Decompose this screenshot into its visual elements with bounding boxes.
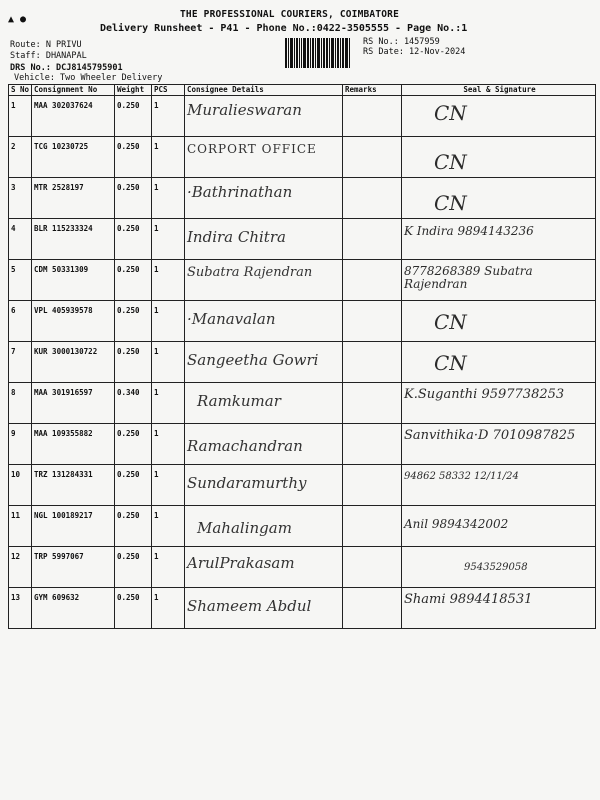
cell-weight: 0.250	[115, 219, 152, 260]
table-row	[9, 137, 596, 178]
cell-weight: 0.250	[115, 342, 152, 383]
cell-sno: 6	[9, 301, 32, 342]
cell-signature	[402, 383, 596, 424]
cell-signature	[402, 96, 596, 137]
cell-remarks	[343, 219, 402, 260]
cell-sno: 1	[9, 96, 32, 137]
signature-handwriting: Anil 9894342002	[404, 517, 509, 531]
consignee-handwriting: Indira Chitra	[187, 228, 286, 246]
cell-remarks	[343, 342, 402, 383]
rs-date: RS Date: 12-Nov-2024	[363, 47, 466, 57]
cell-pcs: 1	[152, 96, 185, 137]
cell-signature	[402, 342, 596, 383]
cell-consignee	[185, 424, 343, 465]
cell-consignment: MAA 109355882	[32, 424, 115, 465]
cell-signature	[402, 137, 596, 178]
signature-handwriting: CN	[434, 150, 467, 174]
cell-signature	[402, 506, 596, 547]
cell-remarks	[343, 383, 402, 424]
cell-consignment: MAA 302037624	[32, 96, 115, 137]
cell-weight: 0.250	[115, 465, 152, 506]
cell-remarks	[343, 178, 402, 219]
cell-signature	[402, 219, 596, 260]
cell-consignment: MTR 2528197	[32, 178, 115, 219]
cell-consignee	[185, 342, 343, 383]
cell-signature	[402, 301, 596, 342]
cell-consignment: GYM 609632	[32, 588, 115, 629]
cell-consignee	[185, 506, 343, 547]
table-row	[9, 465, 596, 506]
table-row	[9, 219, 596, 260]
cell-weight: 0.340	[115, 383, 152, 424]
cell-pcs: 1	[152, 588, 185, 629]
consignee-handwriting: ·Manavalan	[187, 310, 276, 328]
cell-consignee	[185, 547, 343, 588]
cell-consignee	[185, 137, 343, 178]
consignee-handwriting: ·Bathrinathan	[187, 183, 293, 201]
company-title: THE PROFESSIONAL COURIERS, COIMBATORE	[180, 9, 400, 20]
table-row	[9, 588, 596, 629]
signature-handwriting: 94862 58332 12/11/24	[404, 471, 519, 482]
cell-consignment: VPL 405939578	[32, 301, 115, 342]
table-row	[9, 342, 596, 383]
cell-pcs: 1	[152, 137, 185, 178]
cell-weight: 0.250	[115, 96, 152, 137]
cell-consignee	[185, 260, 343, 301]
cell-weight: 0.250	[115, 260, 152, 301]
cell-weight: 0.250	[115, 137, 152, 178]
barcode-image	[285, 38, 357, 68]
consignee-handwriting: CORPORT OFFICE	[187, 142, 317, 156]
table-row	[9, 424, 596, 465]
table-row	[9, 547, 596, 588]
cell-sno: 5	[9, 260, 32, 301]
cell-remarks	[343, 424, 402, 465]
header-consignment: Consignment No	[32, 85, 115, 96]
table-row	[9, 260, 596, 301]
cell-remarks	[343, 588, 402, 629]
cell-remarks	[343, 465, 402, 506]
cell-sno: 11	[9, 506, 32, 547]
header-weight: Weight	[115, 85, 152, 96]
cell-pcs: 1	[152, 219, 185, 260]
signature-handwriting: CN	[434, 101, 467, 125]
signature-handwriting: K.Suganthi 9597738253	[404, 387, 565, 402]
cell-remarks	[343, 301, 402, 342]
cell-signature	[402, 260, 596, 301]
cell-pcs: 1	[152, 342, 185, 383]
signature-handwriting: CN	[434, 310, 467, 334]
cell-pcs: 1	[152, 383, 185, 424]
header-pcs: PCS	[152, 85, 185, 96]
cell-consignee	[185, 465, 343, 506]
signature-handwriting: Sanvithika·D 7010987825	[404, 428, 576, 443]
consignee-handwriting: ArulPrakasam	[187, 554, 295, 572]
cell-sno: 4	[9, 219, 32, 260]
cell-pcs: 1	[152, 260, 185, 301]
cell-sno: 10	[9, 465, 32, 506]
cell-remarks	[343, 96, 402, 137]
vehicle-label: Vehicle: Two Wheeler Delivery	[14, 73, 163, 83]
signature-handwriting: 9543529058	[464, 562, 528, 573]
cell-consignee	[185, 301, 343, 342]
cell-signature	[402, 424, 596, 465]
cell-weight: 0.250	[115, 547, 152, 588]
header-remarks: Remarks	[343, 85, 402, 96]
cell-consignee	[185, 96, 343, 137]
table-row	[9, 506, 596, 547]
header-consignee: Consignee Details	[185, 85, 343, 96]
cell-signature	[402, 547, 596, 588]
consignee-handwriting: Sangeetha Gowri	[187, 351, 319, 369]
signature-handwriting: K Indira 9894143236	[404, 224, 534, 238]
cell-consignment: NGL 100189217	[32, 506, 115, 547]
signature-handwriting: CN	[434, 191, 467, 215]
cell-consignment: BLR 115233324	[32, 219, 115, 260]
cell-remarks	[343, 137, 402, 178]
rs-number: RS No.: 1457959	[363, 37, 440, 47]
cell-signature	[402, 178, 596, 219]
table-row	[9, 96, 596, 137]
cell-weight: 0.250	[115, 506, 152, 547]
table-row	[9, 383, 596, 424]
cell-pcs: 1	[152, 424, 185, 465]
cell-consignment: TRP 5997067	[32, 547, 115, 588]
staff-label: Staff: DHANAPAL	[10, 51, 87, 61]
drs-number: DRS No.: DCJ8145795901	[10, 63, 123, 73]
cell-pcs: 1	[152, 178, 185, 219]
cell-consignee	[185, 219, 343, 260]
cell-sno: 13	[9, 588, 32, 629]
cell-sno: 2	[9, 137, 32, 178]
consignee-handwriting: Mahalingam	[197, 519, 292, 537]
cell-consignment: CDM 50331309	[32, 260, 115, 301]
cell-pcs: 1	[152, 301, 185, 342]
cell-pcs: 1	[152, 547, 185, 588]
cell-signature	[402, 465, 596, 506]
delivery-table	[8, 84, 596, 629]
cell-weight: 0.250	[115, 424, 152, 465]
header-sno: S No	[9, 85, 32, 96]
signature-handwriting: Shami 9894418531	[404, 592, 533, 607]
cell-remarks	[343, 547, 402, 588]
cell-consignment: TCG 10230725	[32, 137, 115, 178]
consignee-handwriting: Ramachandran	[187, 437, 303, 455]
table-header-row	[9, 85, 596, 96]
cell-consignee	[185, 383, 343, 424]
cell-consignment: TRZ 131284331	[32, 465, 115, 506]
consignee-handwriting: Sundaramurthy	[187, 474, 307, 492]
cell-signature	[402, 588, 596, 629]
table-row	[9, 301, 596, 342]
consignee-handwriting: Subatra Rajendran	[187, 265, 313, 280]
consignee-handwriting: Ramkumar	[197, 392, 281, 410]
cell-sno: 8	[9, 383, 32, 424]
table-row	[9, 178, 596, 219]
consignee-handwriting: Muralieswaran	[187, 101, 302, 119]
cell-weight: 0.250	[115, 588, 152, 629]
cell-sno: 12	[9, 547, 32, 588]
cell-pcs: 1	[152, 465, 185, 506]
cell-weight: 0.250	[115, 301, 152, 342]
cell-remarks	[343, 260, 402, 301]
signature-handwriting: 8778268389 Subatra Rajendran	[404, 264, 533, 291]
cell-pcs: 1	[152, 506, 185, 547]
route-label: Route: N PRIVU	[10, 40, 82, 50]
company-logo: ▲ ●	[8, 14, 27, 25]
header-seal-signature: Seal & Signature	[402, 85, 596, 96]
consignee-handwriting: Shameem Abdul	[187, 597, 312, 615]
cell-remarks	[343, 506, 402, 547]
signature-handwriting: CN	[434, 351, 467, 375]
cell-consignment: MAA 301916597	[32, 383, 115, 424]
cell-sno: 7	[9, 342, 32, 383]
cell-sno: 3	[9, 178, 32, 219]
cell-consignee	[185, 178, 343, 219]
cell-consignee	[185, 588, 343, 629]
cell-weight: 0.250	[115, 178, 152, 219]
runsheet-subtitle: Delivery Runsheet - P41 - Phone No.:0422-3505555 - Page No.:1	[100, 23, 468, 34]
cell-sno: 9	[9, 424, 32, 465]
cell-consignment: KUR 3000130722	[32, 342, 115, 383]
